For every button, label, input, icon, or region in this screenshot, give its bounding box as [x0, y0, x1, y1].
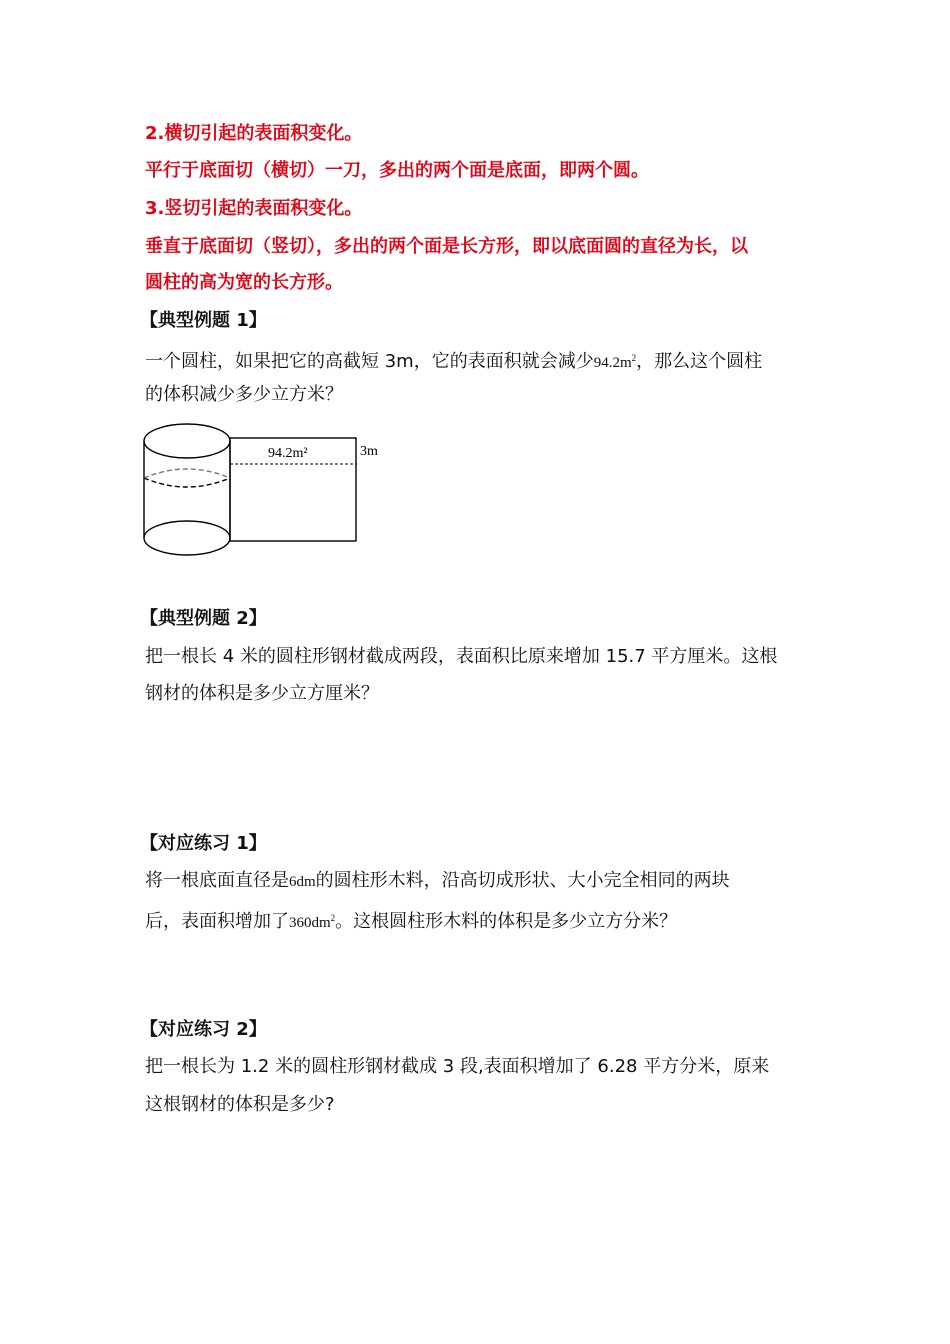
practice1-text-b: 的圆柱形木料，沿高切成形状、大小完全相同的两块 [315, 870, 730, 891]
example1-text-b: ，那么这个圆柱 [636, 351, 763, 372]
cylinder-top-ellipse [144, 424, 230, 458]
figure-height-label: 3m [360, 444, 378, 459]
practice2-text-line2: 这根钢材的体积是多少? [145, 1094, 335, 1115]
section2-description: 平行于底面切（横切）一刀，多出的两个面是底面，即两个圆。 [145, 160, 649, 181]
cylinder-bottom-ellipse [144, 521, 230, 555]
practice1-text-a: 将一根底面直径是 [145, 870, 289, 891]
practice1-text-d: 。这根圆柱形木料的体积是多少立方分米？ [335, 911, 678, 932]
practice1-area-value: $360dm^2$ [289, 913, 336, 931]
example2-heading: 【典型例题 2】 [140, 608, 267, 629]
example1-heading: 【典型例题 1】 [140, 310, 267, 331]
example1-text-line1 [145, 346, 762, 375]
section3-description-line2: 圆柱的高为宽的长方形。 [145, 272, 343, 293]
section2-title: 2.横切引起的表面积变化。 [145, 123, 363, 144]
example1-text-line2: 的体积减少多少立方米？ [145, 384, 343, 405]
practice2-heading: 【对应练习 2】 [140, 1019, 267, 1040]
section3-description-line1: 垂直于底面切（竖切），多出的两个面是长方形，即以底面圆的直径为长，以 [145, 236, 748, 257]
example1-area-value: $94.2m^2$ [593, 353, 637, 371]
practice1-text-line2 [145, 906, 677, 935]
example2-text-line1: 把一根长 4 米的圆柱形钢材截成两段，表面积比原来增加 15.7 平方厘米。这根 [145, 646, 778, 667]
cylinder-dashed-cut [144, 478, 230, 487]
cylinder-figure [138, 420, 398, 565]
practice2-text-line1: 把一根长为 1.2 米的圆柱形钢材截成 3 段,表面积增加了 6.28 平方分米，原来 [145, 1056, 770, 1077]
example2-text-line2: 钢材的体积是多少立方厘米？ [145, 683, 379, 704]
practice1-diameter-value: 6dm [289, 874, 316, 890]
figure-area-label: 94.2m² [268, 446, 308, 461]
practice1-text-c: 后，表面积增加了 [145, 911, 289, 932]
example1-text-a: 一个圆柱，如果把它的高截短 3m，它的表面积就会减少 [145, 351, 594, 372]
cylinder-dashed-cut-back [144, 469, 230, 478]
practice1-text-line1 [145, 869, 730, 894]
practice1-heading: 【对应练习 1】 [140, 833, 267, 854]
section3-title: 3.竖切引起的表面积变化。 [145, 198, 363, 219]
